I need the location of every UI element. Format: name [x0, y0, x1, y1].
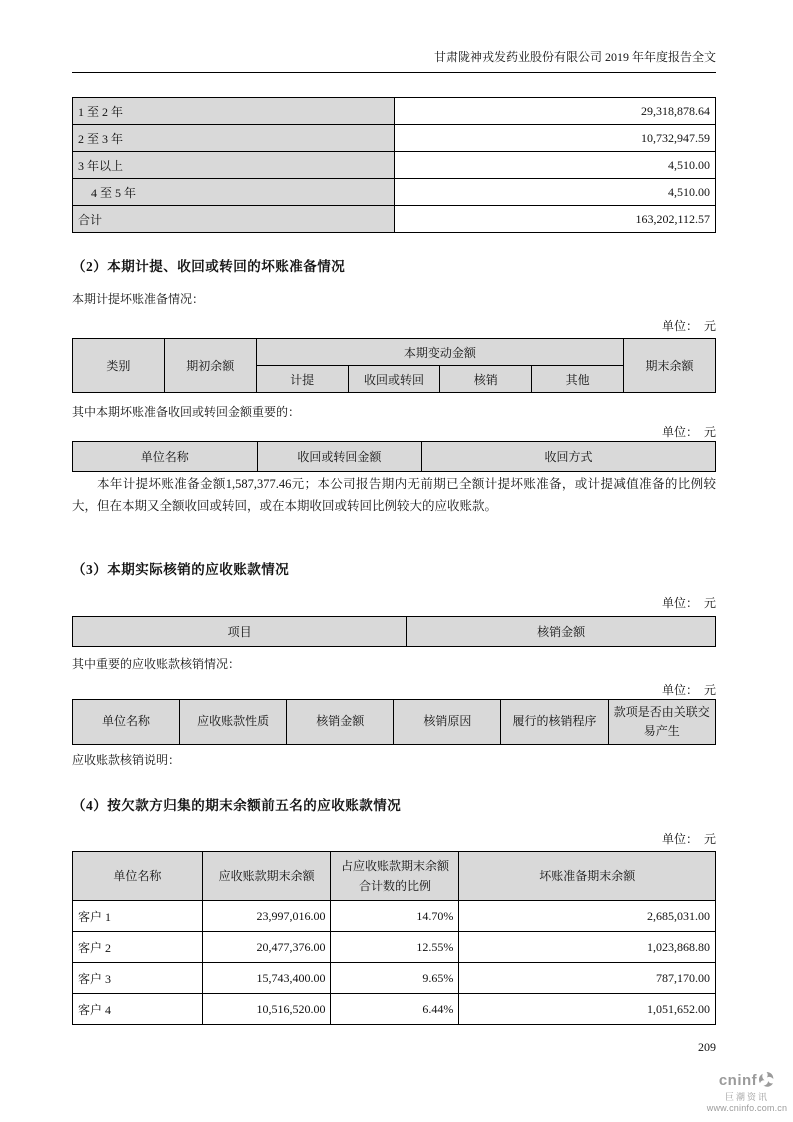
col-closing-balance: 应收账款期末余额	[202, 852, 331, 901]
col-unit-name: 单位名称	[73, 852, 203, 901]
unit-label: 单位： 元	[661, 832, 716, 846]
aging-label: 2 至 3 年	[73, 125, 395, 152]
table-header-row	[73, 852, 716, 901]
aging-value: 29,318,878.64	[394, 98, 716, 125]
customer-ratio: 14.70%	[331, 901, 459, 932]
customer-name: 客户 4	[73, 994, 203, 1025]
customer-name: 客户 1	[73, 901, 203, 932]
report-title: 甘肃陇神戎发药业股份有限公司 2019 年年度报告全文	[433, 50, 716, 64]
col-change-group: 本期变动金额	[256, 339, 623, 366]
provision-explanation: 本年计提坏账准备金额1,587,377.46元；本公司报告期内无前期已全额计提坏账准备，或计提减值准备的比例较大，但在本期又全额收回或转回，或在本期收回或转回比例较大的应收账款。	[72, 477, 716, 513]
section3-heading: （3）本期实际核销的应收账款情况	[72, 562, 290, 577]
table-row	[73, 98, 716, 125]
table-row	[73, 994, 716, 1025]
unit-label: 单位： 元	[661, 319, 716, 333]
table-row	[73, 932, 716, 963]
table-row	[73, 125, 716, 152]
aging-total-label: 合计	[73, 206, 395, 233]
table-header-row	[73, 700, 716, 745]
table-row	[73, 206, 716, 233]
cninfo-logo	[705, 1071, 789, 1114]
aging-label: 4 至 5 年	[73, 179, 395, 206]
customer-name: 客户 3	[73, 963, 203, 994]
customer-ratio: 12.55%	[331, 932, 459, 963]
page-number: 209	[698, 1040, 716, 1054]
col-accrual: 计提	[256, 366, 348, 393]
table-row	[73, 152, 716, 179]
col-other: 其他	[532, 366, 624, 393]
customer-balance: 10,516,520.00	[202, 994, 331, 1025]
cninfo-wordmark: cninf	[718, 1072, 758, 1090]
col-writeoff-reason: 核销原因	[394, 700, 501, 745]
unit-label: 单位： 元	[661, 683, 716, 697]
provision-table	[72, 338, 716, 393]
customer-balance: 23,997,016.00	[202, 901, 331, 932]
provision-table-wrap	[72, 338, 716, 393]
recovery-table	[72, 441, 716, 472]
col-bad-debt-provision: 坏账准备期末余额	[459, 852, 716, 901]
col-closing-balance: 期末余额	[624, 339, 716, 393]
col-writeoff-amount: 核销金额	[287, 700, 394, 745]
writeoff-detail-table-wrap	[72, 699, 716, 745]
col-category: 类别	[73, 339, 165, 393]
section2-intro: 本期计提坏账准备情况：	[72, 292, 205, 306]
aging-label: 1 至 2 年	[73, 98, 395, 125]
cninfo-swirl-icon	[758, 1071, 775, 1093]
cninfo-logo-top	[705, 1071, 789, 1093]
section3-important-note: 其中重要的应收账款核销情况：	[72, 657, 241, 671]
aging-label: 3 年以上	[73, 152, 395, 179]
col-procedure: 履行的核销程序	[501, 700, 608, 745]
col-related-party: 款项是否由关联交易产生	[608, 700, 715, 745]
col-writeoff-amount: 核销金额	[407, 617, 716, 647]
table-header-row	[73, 442, 716, 472]
top5-receivables-table	[72, 851, 716, 1025]
customer-balance: 20,477,376.00	[202, 932, 331, 963]
page-running-header	[72, 48, 716, 73]
section3-note-label: 应收账款核销说明：	[72, 753, 181, 767]
table-header-row	[73, 339, 716, 366]
customer-ratio: 6.44%	[331, 994, 459, 1025]
table-row	[73, 179, 716, 206]
table-row	[73, 901, 716, 932]
customer-provision: 2,685,031.00	[459, 901, 716, 932]
customer-balance: 15,743,400.00	[202, 963, 331, 994]
col-unit-name: 单位名称	[73, 700, 180, 745]
col-unit-name: 单位名称	[73, 442, 258, 472]
customer-name: 客户 2	[73, 932, 203, 963]
unit-label: 单位： 元	[661, 425, 716, 439]
cninfo-chinese-name: 巨潮资讯	[724, 1092, 769, 1103]
table-row	[73, 963, 716, 994]
customer-provision: 1,023,868.80	[459, 932, 716, 963]
col-recover-method: 收回方式	[422, 442, 716, 472]
section2-important-note: 其中本期坏账准备收回或转回金额重要的：	[72, 405, 301, 419]
col-writeoff: 核销	[440, 366, 532, 393]
unit-label: 单位： 元	[661, 596, 716, 610]
col-recover: 收回或转回	[348, 366, 440, 393]
aging-table-wrap	[72, 97, 716, 233]
customer-provision: 787,170.00	[459, 963, 716, 994]
writeoff-detail-table	[72, 699, 716, 745]
top5-table-wrap	[72, 851, 716, 1025]
cninfo-url: www.cninfo.com.cn	[706, 1103, 788, 1114]
aging-value: 4,510.00	[394, 179, 716, 206]
aging-value: 10,732,947.59	[394, 125, 716, 152]
col-opening-balance: 期初余额	[164, 339, 256, 393]
section4-heading: （4）按欠款方归集的期末余额前五名的应收账款情况	[72, 798, 402, 813]
customer-provision: 1,051,652.00	[459, 994, 716, 1025]
aging-total-value: 163,202,112.57	[394, 206, 716, 233]
col-receivable-nature: 应收账款性质	[180, 700, 287, 745]
aging-table	[72, 97, 716, 233]
col-item: 项目	[73, 617, 407, 647]
section2-heading: （2）本期计提、收回或转回的坏账准备情况	[72, 259, 346, 274]
col-ratio: 占应收账款期末余额合计数的比例	[331, 852, 459, 901]
table-header-row	[73, 617, 716, 647]
recovery-table-wrap	[72, 441, 716, 472]
col-recover-amount: 收回或转回金额	[257, 442, 422, 472]
writeoff-table	[72, 616, 716, 647]
writeoff-table-wrap	[72, 616, 716, 647]
aging-value: 4,510.00	[394, 152, 716, 179]
customer-ratio: 9.65%	[331, 963, 459, 994]
